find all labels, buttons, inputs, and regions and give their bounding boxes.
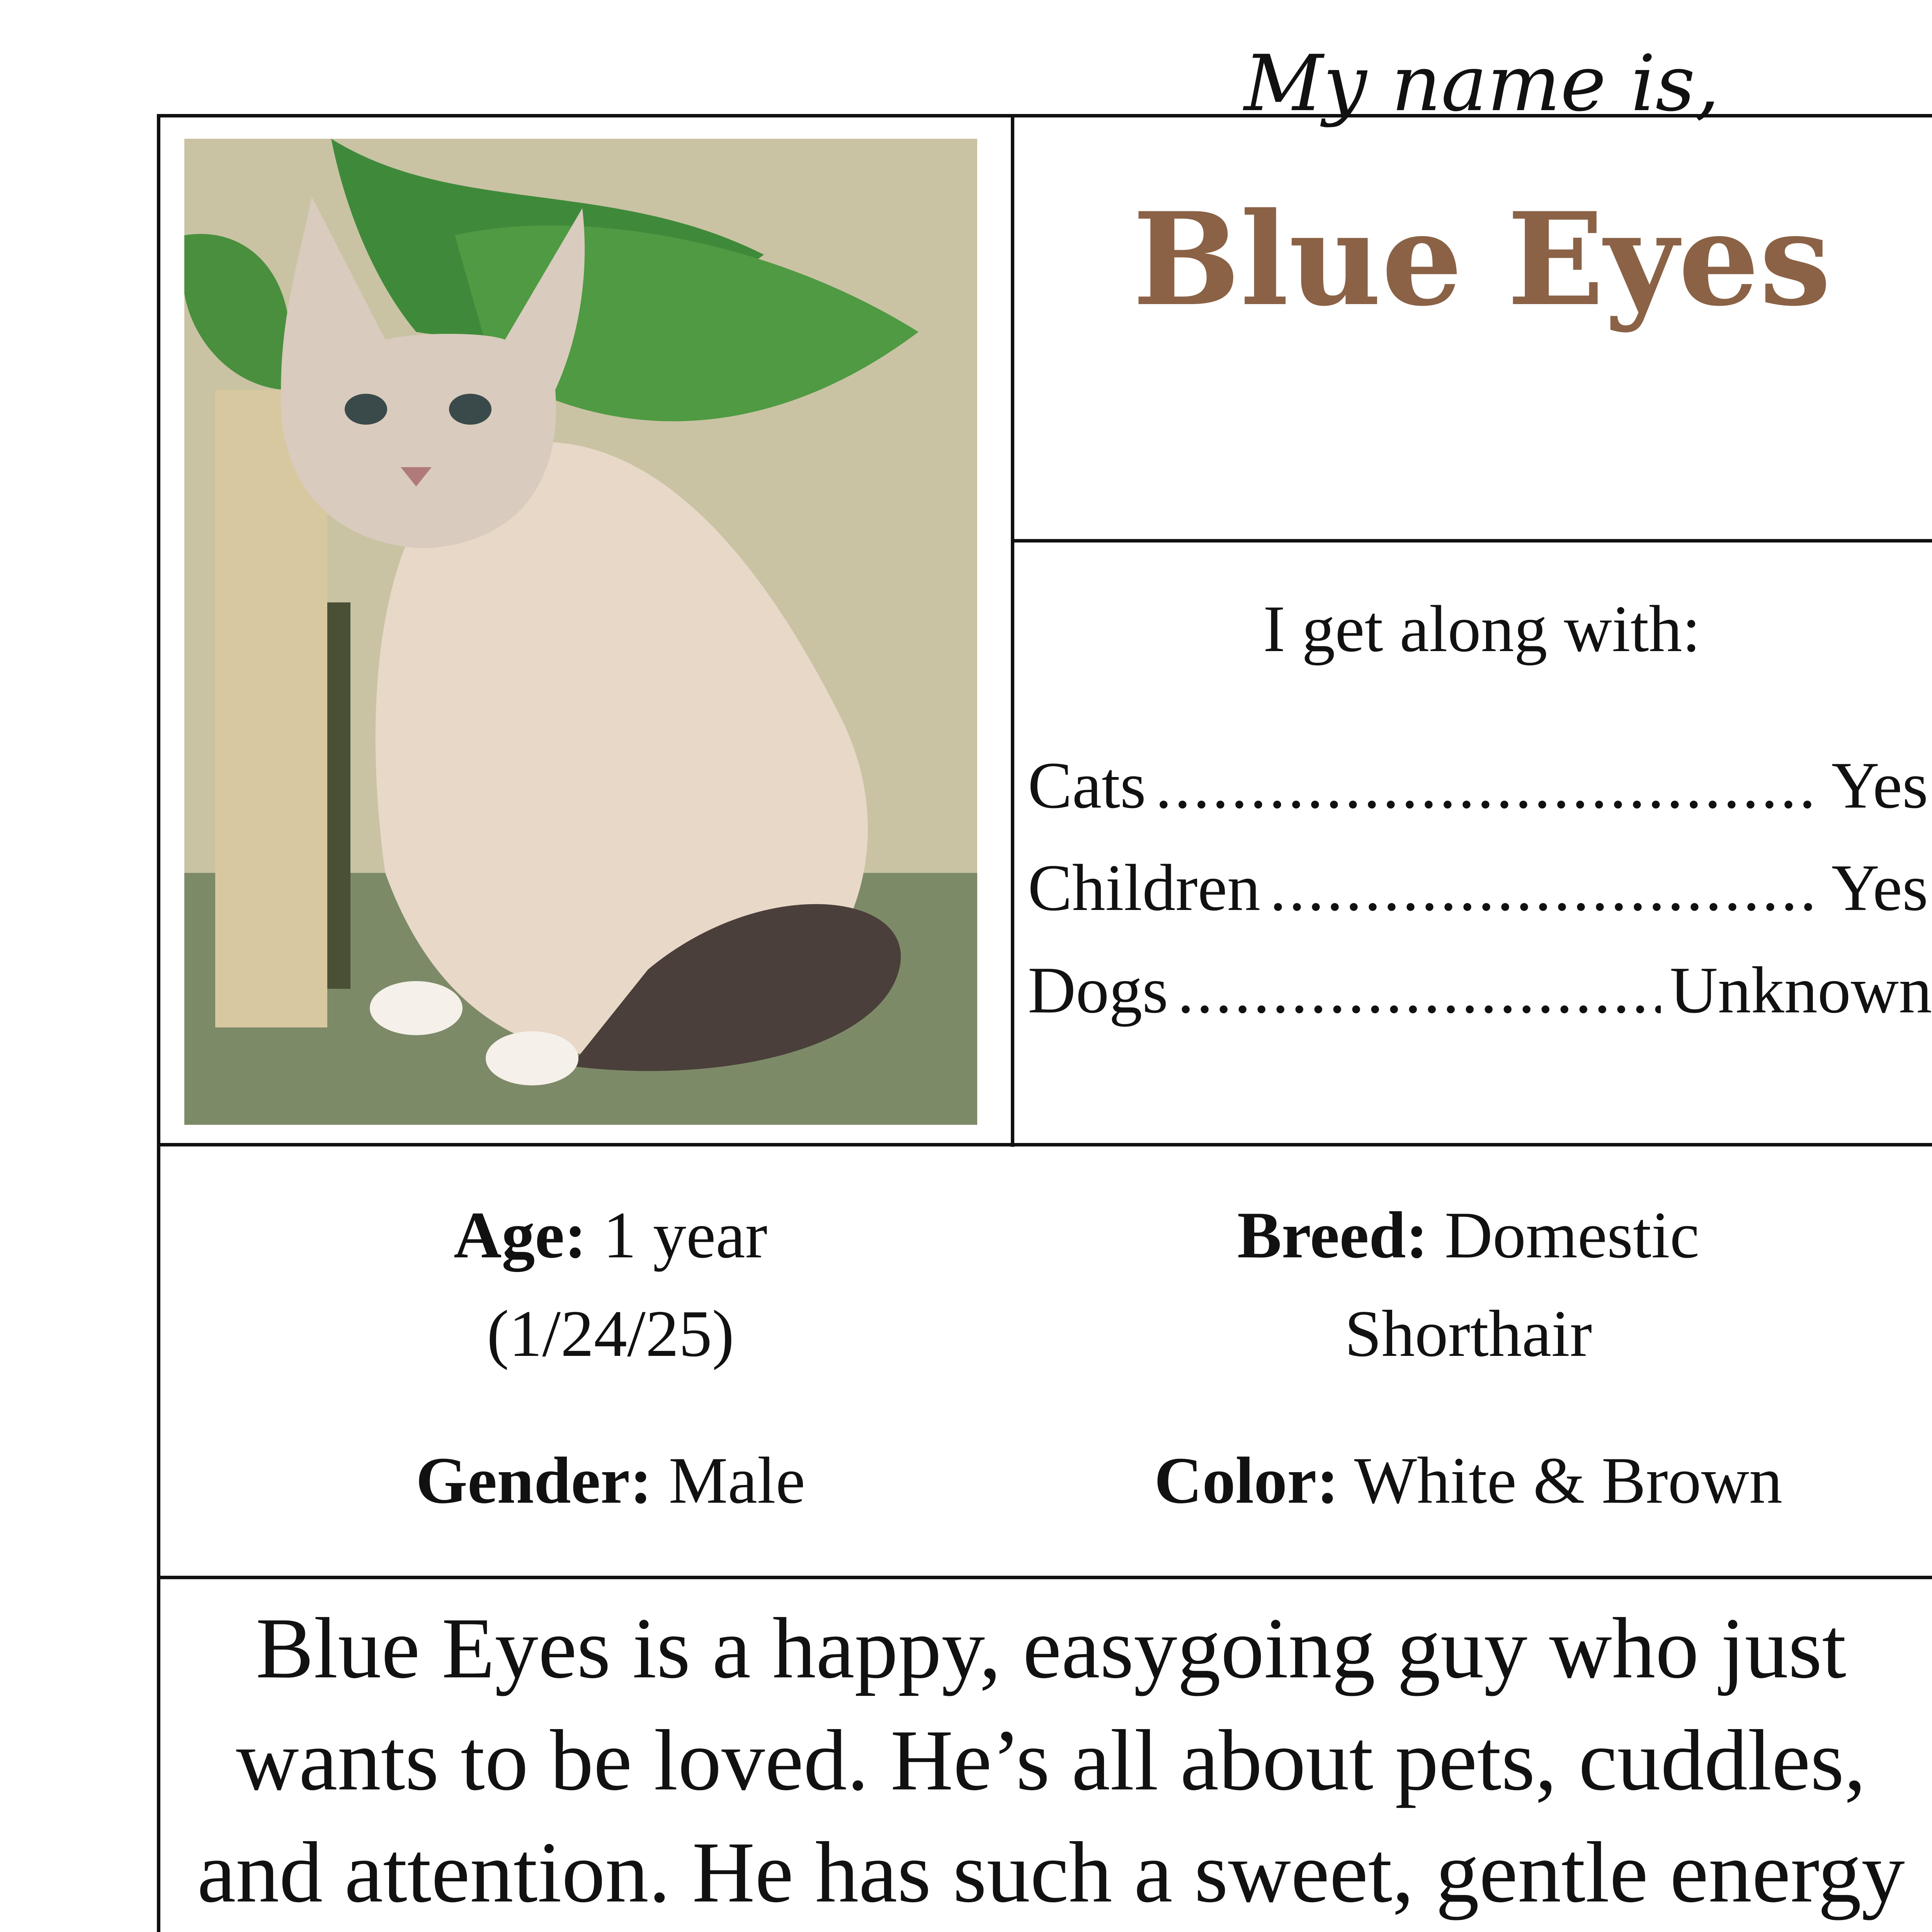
divider-vertical bbox=[1011, 116, 1014, 1147]
compat-value: Yes bbox=[1831, 851, 1928, 925]
gender-label: Gender: bbox=[416, 1444, 652, 1517]
gender-info bbox=[321, 1432, 900, 1530]
gender-value: Male bbox=[668, 1444, 805, 1517]
divider-top-section bbox=[158, 1143, 1932, 1146]
pet-name: Blue Eyes bbox=[1132, 184, 1832, 334]
divider-details-section bbox=[158, 1576, 1932, 1579]
age-date: (1/24/25) bbox=[486, 1297, 735, 1371]
breed-value-line2: Shorthair bbox=[1344, 1297, 1592, 1371]
compat-value: Yes bbox=[1831, 749, 1928, 822]
age-label: Age: bbox=[454, 1199, 587, 1272]
cat-photo-icon bbox=[184, 139, 977, 1125]
compat-value: Unknown bbox=[1670, 954, 1932, 1027]
divider-name-section bbox=[1011, 539, 1932, 543]
compat-row-dogs bbox=[1028, 952, 1932, 1029]
pet-photo bbox=[184, 139, 977, 1125]
color-value: White & Brown bbox=[1354, 1444, 1782, 1517]
leader-dots bbox=[1270, 850, 1822, 926]
compat-label: Children bbox=[1028, 851, 1260, 925]
bio-text: Blue Eyes is a happy, easygoing guy who just wants to be loved. He’s all about pets, cuddles, and attention. He has such a sweet, gentle energy bbox=[197, 1600, 1905, 1920]
greeting-text: My name is, bbox=[1244, 39, 1720, 129]
leader-dots bbox=[1155, 748, 1822, 824]
compat-row-children bbox=[1028, 850, 1928, 926]
compat-label: Dogs bbox=[1028, 954, 1168, 1027]
leader-dots bbox=[1177, 952, 1660, 1029]
age-info bbox=[321, 1186, 900, 1383]
breed-info bbox=[1121, 1186, 1816, 1383]
color-label: Color: bbox=[1154, 1444, 1339, 1517]
compatibility-title: I get along with: bbox=[1263, 592, 1701, 666]
breed-value: Domestic bbox=[1444, 1199, 1699, 1272]
compat-label: Cats bbox=[1028, 749, 1146, 822]
breed-label: Breed: bbox=[1237, 1199, 1428, 1272]
compat-row-cats bbox=[1028, 748, 1928, 824]
color-info bbox=[1063, 1432, 1874, 1530]
age-value: 1 year bbox=[603, 1199, 767, 1272]
